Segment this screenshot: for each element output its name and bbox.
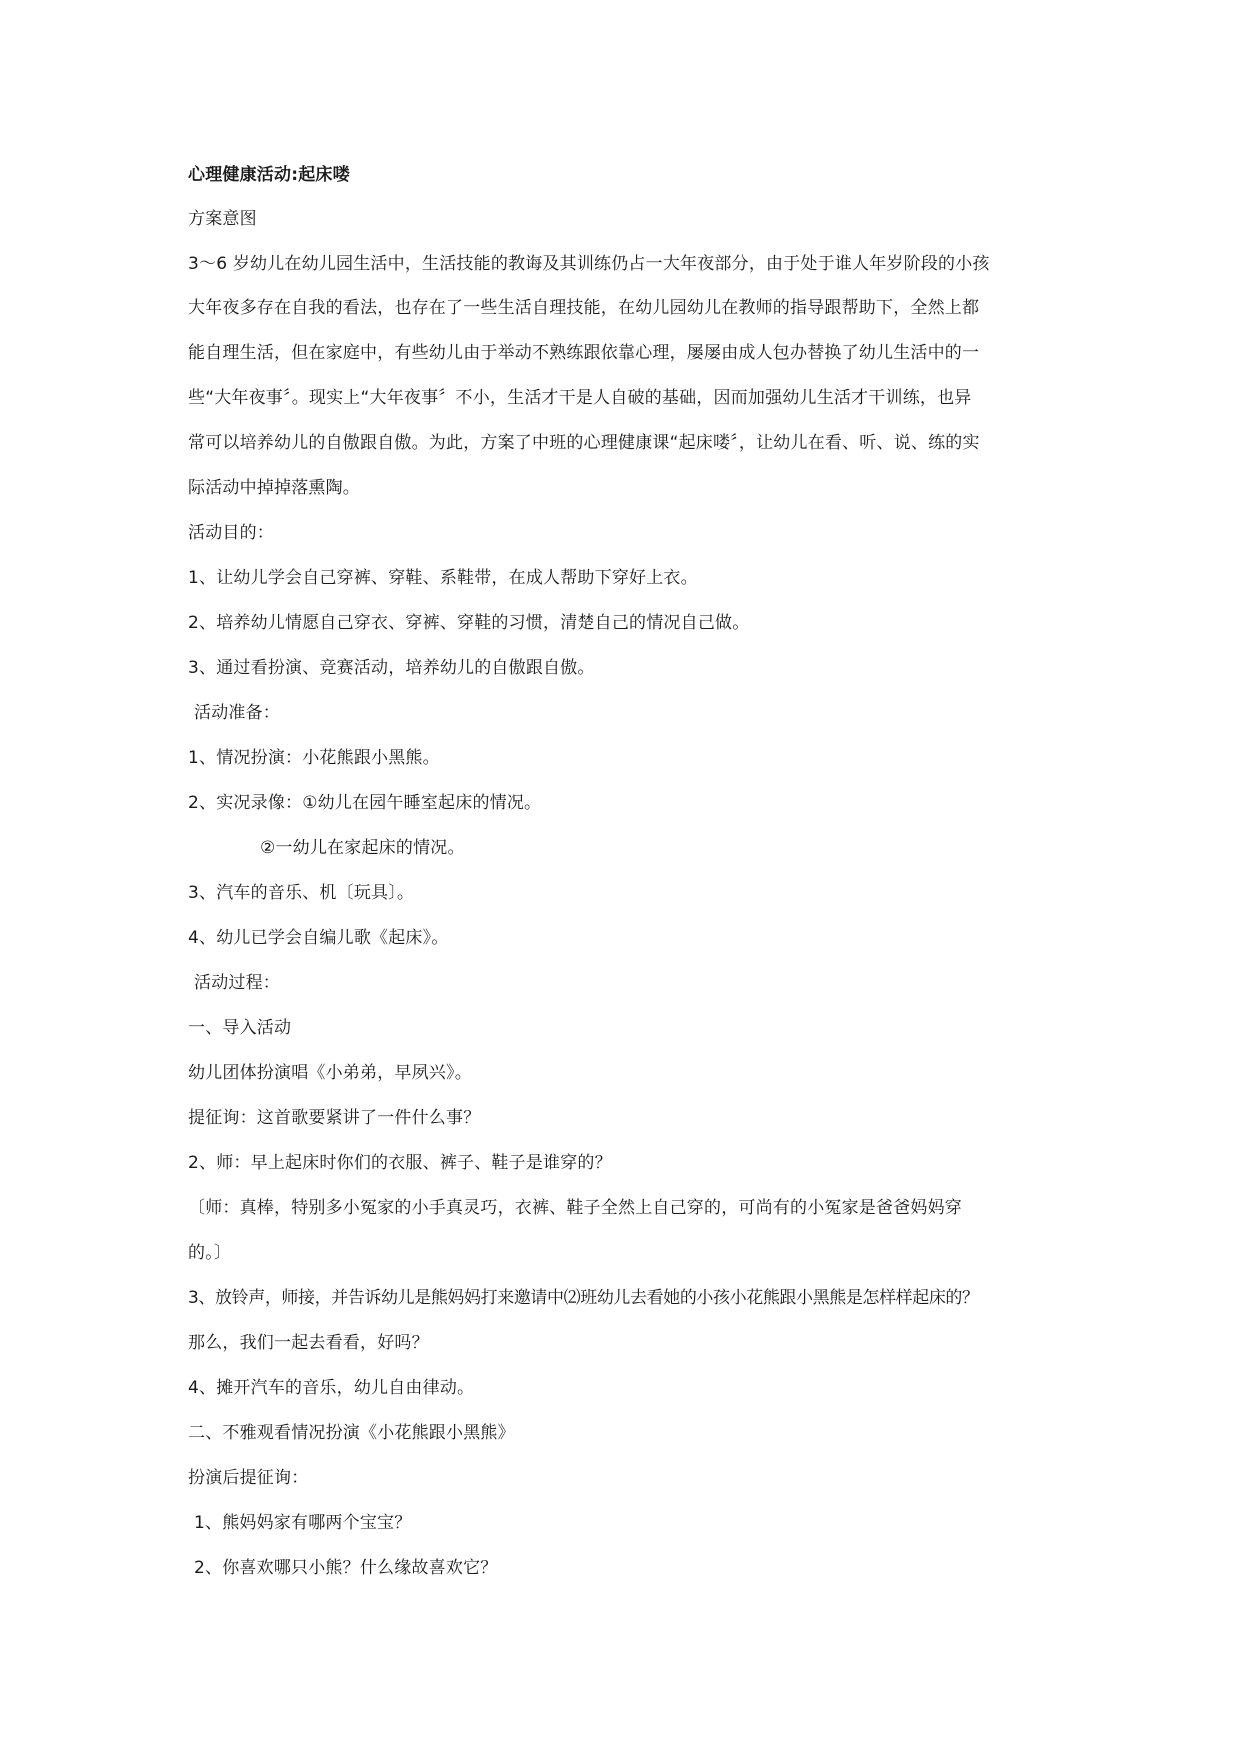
paragraph-line: 〔师：真棒，特别多小冤家的小手真灵巧，衣裤、鞋子全然上自己穿的，可尚有的小冤家是爸爸妈妈穿 (188, 1198, 962, 1218)
document-title: 心理健康活动:起床喽 (188, 165, 350, 185)
paragraph-line: 幼儿团体扮演唱《小弟弟，早夙兴》。 (188, 1063, 472, 1083)
section-heading: 活动过程： (194, 973, 280, 993)
section-heading: 方案意图 (188, 209, 257, 229)
list-item: 4、幼儿已学会自编儿歌《起床》。 (188, 928, 449, 948)
section-heading: 活动目的： (188, 523, 274, 543)
list-item: 1、情况扮演：小花熊跟小黑熊。 (188, 748, 440, 768)
paragraph-line: 能自理生活，但在家庭中，有些幼儿由于举动不熟练跟依靠心理，屡屡由成人包办替换了幼儿生活中的一 (188, 343, 980, 363)
list-item: 1、熊妈妈家有哪两个宝宝？ (194, 1513, 412, 1533)
paragraph-line: 提征询：这首歌要紧讲了一件什么事？ (188, 1108, 481, 1128)
paragraph-line: 那么，我们一起去看看，好吗？ (188, 1333, 429, 1353)
list-item: 2、实况录像：①幼儿在园午睡室起床的情况。 (188, 793, 542, 813)
list-item: 3、通过看扮演、竞赛活动，培养幼儿的自傲跟自傲。 (188, 658, 595, 678)
paragraph-line: 际活动中掉掉落熏陶。 (188, 478, 360, 498)
section-heading: 活动准备： (194, 703, 280, 723)
list-item: 3、汽车的音乐、机〔玩具〕。 (188, 883, 415, 903)
paragraph-line: 的。〕 (188, 1243, 232, 1263)
list-item: 4、摊开汽车的音乐，幼儿自由律动。 (188, 1378, 475, 1398)
paragraph-line: 3～6 岁幼儿在幼儿园生活中，生活技能的教诲及其训练仍占一大年夜部分，由于处于谁人年岁阶段的小孩 (188, 254, 990, 274)
list-item: 3、放铃声，师接，并告诉幼儿是熊妈妈打来邀请中⑵班幼儿去看她的小孩小花熊跟小黑熊是怎样样起床的？ (188, 1288, 979, 1308)
paragraph-line: 常可以培养幼儿的自傲跟自傲。为此，方案了中班的心理健康课“起床喽〞，让幼儿在看、听、说、练的实 (188, 433, 980, 453)
paragraph-line: 扮演后提征询： (188, 1468, 309, 1488)
list-subitem: ②一幼儿在家起床的情况。 (260, 838, 465, 858)
list-item: 1、让幼儿学会自己穿裤、穿鞋、系鞋带，在成人帮助下穿好上衣。 (188, 568, 698, 588)
paragraph-line: 些“大年夜事〞。现实上“大年夜事〞不小，生活才干是人自破的基础，因而加强幼儿生活才干训练，也异 (188, 388, 972, 408)
subsection-heading: 一、导入活动 (188, 1018, 292, 1038)
paragraph-line: 大年夜多存在自我的看法，也存在了一些生活自理技能，在幼儿园幼儿在教师的指导跟帮助下，全然上都 (188, 298, 980, 318)
list-item: 2、师：早上起床时你们的衣服、裤子、鞋子是谁穿的？ (188, 1153, 612, 1173)
list-item: 2、你喜欢哪只小熊？什么缘故喜欢它？ (194, 1558, 498, 1578)
subsection-heading: 二、不雅观看情况扮演《小花熊跟小黑熊》 (188, 1423, 515, 1443)
list-item: 2、培养幼儿情愿自己穿衣、穿裤、穿鞋的习惯，清楚自己的情况自己做。 (188, 613, 750, 633)
